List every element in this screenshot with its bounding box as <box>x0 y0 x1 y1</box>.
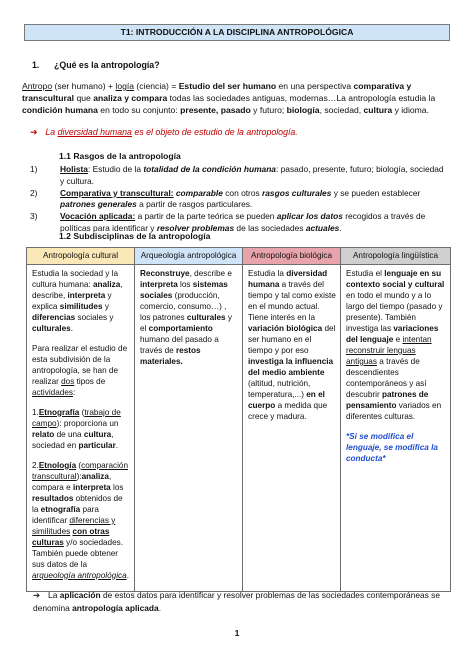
cell-arqueologia <box>135 265 243 592</box>
text-run: 2. <box>32 460 39 470</box>
bold-italic-run: rasgos culturales <box>262 187 332 198</box>
text-run: ( <box>79 407 85 417</box>
bold-run: diversidad humana <box>248 269 328 289</box>
subdisciplines-table <box>26 247 451 592</box>
bold-italic-run: patrones generales <box>60 199 137 210</box>
text-run: (producción, comercio, consumo…) , los patrones <box>140 290 227 322</box>
text-run: (ciencia) = <box>134 81 179 91</box>
text-run: . <box>126 570 129 580</box>
text-run: : pasado, presente, futuro; biología, sociedad y cultura. <box>60 164 444 186</box>
text-run: . <box>70 323 73 333</box>
table-header-row <box>27 248 451 265</box>
term-logia: logía <box>115 81 135 91</box>
text-run: sociales y <box>75 312 114 322</box>
underlined-run: reconstruir lenguas antiguas <box>346 345 416 366</box>
text-run: y futuro; <box>250 105 287 116</box>
text-run: con otros <box>222 187 263 198</box>
text-run: recogidos a través de políticas para identificar y <box>60 211 426 233</box>
header-cultural: Antropología cultural <box>27 248 135 265</box>
text-run: ): proporciona un <box>56 418 119 428</box>
bold-run: culturales <box>186 312 226 322</box>
underlined-run: diferencias y similitudes <box>32 515 116 536</box>
page-number: 1 <box>234 628 240 638</box>
bold-run: en el cuerpo <box>248 389 325 410</box>
text-run: del ser humano en el tiempo y por eso <box>248 323 336 355</box>
text-run: variados en diferentes culturas. <box>346 400 442 421</box>
bold-run: patrones de pensamiento <box>346 389 429 410</box>
bold-run: antropología aplicada <box>72 603 159 614</box>
section-number: 1. <box>32 60 40 70</box>
text-run: Estudia la <box>248 269 287 278</box>
underlined-run: actividades <box>32 387 73 397</box>
bold-run: Reconstruye <box>140 269 190 278</box>
text-run: . <box>158 603 162 614</box>
cell-paragraph <box>32 461 130 582</box>
bold-run: relato <box>32 429 55 439</box>
bold-run: resultados <box>32 493 74 503</box>
text-run: a partir de la parte teórica se pueden <box>135 211 277 222</box>
cell-linguistica <box>341 265 451 592</box>
text-run: y el <box>140 312 232 333</box>
bold-run: investiga la influencia del medio ambiente <box>248 356 334 377</box>
text-run: y se pueden establecer <box>331 187 421 198</box>
text-run: y explica <box>32 290 112 311</box>
text-run: , sociedad en <box>32 429 114 450</box>
bold-italic-run: actuales <box>305 222 340 233</box>
text-run: y <box>102 301 109 311</box>
item-head: Holista <box>60 164 88 174</box>
bold-run: analiza y compara <box>93 93 168 104</box>
text-run: Para realizar el estudio de esta subdivisión de la antropología, se han de realizar <box>32 343 128 386</box>
text-run: los <box>110 482 124 492</box>
text-run: para identificar <box>32 504 99 525</box>
section-heading-1 <box>32 60 160 72</box>
bold-run: aplicación <box>59 590 101 600</box>
bold-run: variaciones del lenguaje <box>346 323 439 344</box>
text-run: 1. <box>32 407 39 417</box>
text-run: Estudia el <box>346 269 385 278</box>
text-run: : Estudio de la <box>87 164 144 174</box>
bold-run: interpreta <box>140 279 178 289</box>
underlined-run: comparación transcultural <box>32 460 129 481</box>
text-run: . <box>115 440 119 450</box>
list-number: 3) <box>30 211 38 222</box>
bold-run: culturales <box>32 323 71 333</box>
cell-paragraph <box>32 269 130 335</box>
item-head: Vocación aplicada: <box>60 211 136 222</box>
bold-run: variación biológica <box>248 323 323 333</box>
bold-run: comparativa y transcultural <box>22 81 412 104</box>
page-title: T1: INTRODUCCIÓN A LA DISCIPLINA ANTROPOLÓGICA <box>24 24 450 41</box>
term-antropo: Antropo <box>22 81 53 91</box>
text-run: a través del tiempo y tal como existe en el mundo actual. Tiene interés en la <box>248 279 336 322</box>
bold-run: presente, pasado <box>180 105 251 116</box>
rasgos-list <box>30 164 450 235</box>
bold-run: restos materiales. <box>140 345 201 366</box>
bold-underlined-run: Etnografía <box>38 407 80 417</box>
text-run: en todo el mundo y a lo largo del tiempo (pasado y presente). También investiga las <box>346 290 443 333</box>
bold-run: condición humana <box>22 105 98 116</box>
text-run: en una perspectiva <box>276 81 354 91</box>
bold-run: particular <box>78 440 116 450</box>
bold-italic-run: aplicar los datos <box>276 211 343 222</box>
subsection-title-subdisciplinas: 1.2 Subdisciplinas de la antropología <box>59 231 211 241</box>
bold-run: cultura <box>83 429 112 439</box>
bold-run: lenguaje en su contexto social y cultural <box>346 269 445 289</box>
text-run: : <box>72 387 76 397</box>
text-run: , describe e <box>189 269 232 278</box>
section-label: ¿Qué es la antropología? <box>54 60 160 70</box>
bold-run: etnografía <box>40 504 81 514</box>
underlined-run: trabajo de campo <box>32 407 121 428</box>
bold-italic-run: totalidad de la condición humana <box>143 164 276 174</box>
text-run: , describe, <box>32 279 123 300</box>
italic-underlined-run: arqueología antropológica <box>32 570 127 580</box>
bold-run: interpreta <box>67 290 106 300</box>
bold-run: sistemas sociales <box>140 279 228 300</box>
cell-paragraph <box>32 408 130 452</box>
subsection-title-rasgos: 1.1 Rasgos de la antropología <box>59 151 181 161</box>
list-item <box>30 164 450 188</box>
bold-run: analiza <box>93 279 121 289</box>
bold-run: biología <box>286 105 320 116</box>
text-run: de una <box>54 429 84 439</box>
text-run: a través de descendientes contemporáneos y así descubrir <box>346 356 427 399</box>
header-arqueologia: Arqueología antropológica <box>135 248 243 265</box>
conduct-note: *Si se modifica el lenguaje, se modifica la conducta* <box>346 431 438 463</box>
bold-run: diferencias <box>32 312 76 322</box>
cell-paragraph <box>32 344 130 399</box>
applied-anthropology-line <box>33 589 453 615</box>
cell-cultural <box>27 265 135 592</box>
text-run: de estos datos para identificar y resolver problemas de las sociedades contemporáneas se denomina <box>33 590 441 614</box>
text-run: . <box>339 222 342 233</box>
text-run: Estudia la sociedad y la cultura humana: <box>32 269 119 289</box>
bold-italic-run: comparable <box>175 187 223 198</box>
text-run: La <box>45 127 58 137</box>
arrow-icon: ➔ <box>30 127 38 137</box>
text-run: e <box>393 334 403 344</box>
definition-paragraph <box>22 80 452 117</box>
text-run: , compara e <box>32 471 112 492</box>
bold-run: cultura <box>363 105 393 116</box>
bold-run: comportamiento <box>148 323 213 333</box>
bold-underlined-run: con otras culturas <box>32 526 110 547</box>
object-of-study-line <box>30 127 450 139</box>
arrow-icon: ➔ <box>33 590 41 600</box>
text-run: de las sociedades <box>234 222 306 233</box>
text-run: humano del pasado a través de <box>140 334 219 355</box>
cell-paragraph <box>346 432 446 465</box>
text-run: , sociedad, <box>319 105 364 116</box>
underlined-run: diversidad humana <box>57 127 132 137</box>
table-row <box>27 265 451 592</box>
item-head: Comparativa y transcultural: <box>60 187 174 198</box>
text-run: todas las sociedades antiguas, modernas…La antropología estudia la <box>167 93 436 104</box>
list-number: 1) <box>30 164 38 174</box>
bold-italic-run: resolver problemas <box>156 222 235 233</box>
text-run: y idioma. <box>392 105 429 116</box>
text-run: obtenidos de la <box>32 493 123 514</box>
text-run: a medida que crece y madura. <box>248 400 328 421</box>
header-biologica: Antropología biológica <box>243 248 341 265</box>
text-run: los <box>177 279 193 289</box>
list-number: 2) <box>30 187 38 198</box>
bold-run: similitudes <box>59 301 103 311</box>
bold-run: analiza <box>81 471 109 481</box>
text-run: ): <box>76 471 82 481</box>
text-run: en todo su conjunto: <box>97 105 181 116</box>
list-item <box>30 188 450 212</box>
text-run: tipos de <box>74 376 106 386</box>
text-run: ( <box>76 460 82 470</box>
bold-underlined-run: Etnología <box>38 460 77 470</box>
cell-paragraph <box>248 269 336 423</box>
text-run: (altitud, nutrición, temperatura,...) <box>248 378 311 399</box>
underlined-run: intentan <box>402 334 432 344</box>
cell-biologica <box>243 265 341 592</box>
cell-paragraph <box>140 269 238 368</box>
bold-run: interpreta <box>72 482 111 492</box>
text-run: es el objeto de estudio de la antropología. <box>131 127 298 137</box>
text-run: a partir de rasgos particulares. <box>136 199 253 210</box>
text-run: y/o sociedades. También puede obtener sus datos de la <box>32 537 124 569</box>
text-run: La <box>48 590 60 600</box>
text-run: que <box>74 93 94 104</box>
text-run: (ser humano) + <box>52 81 116 91</box>
cell-paragraph <box>346 269 446 423</box>
bold-run: Estudio del ser humano <box>178 81 277 91</box>
header-linguistica: Antropología lingüística <box>341 248 451 265</box>
underlined-run: dos <box>61 376 75 386</box>
